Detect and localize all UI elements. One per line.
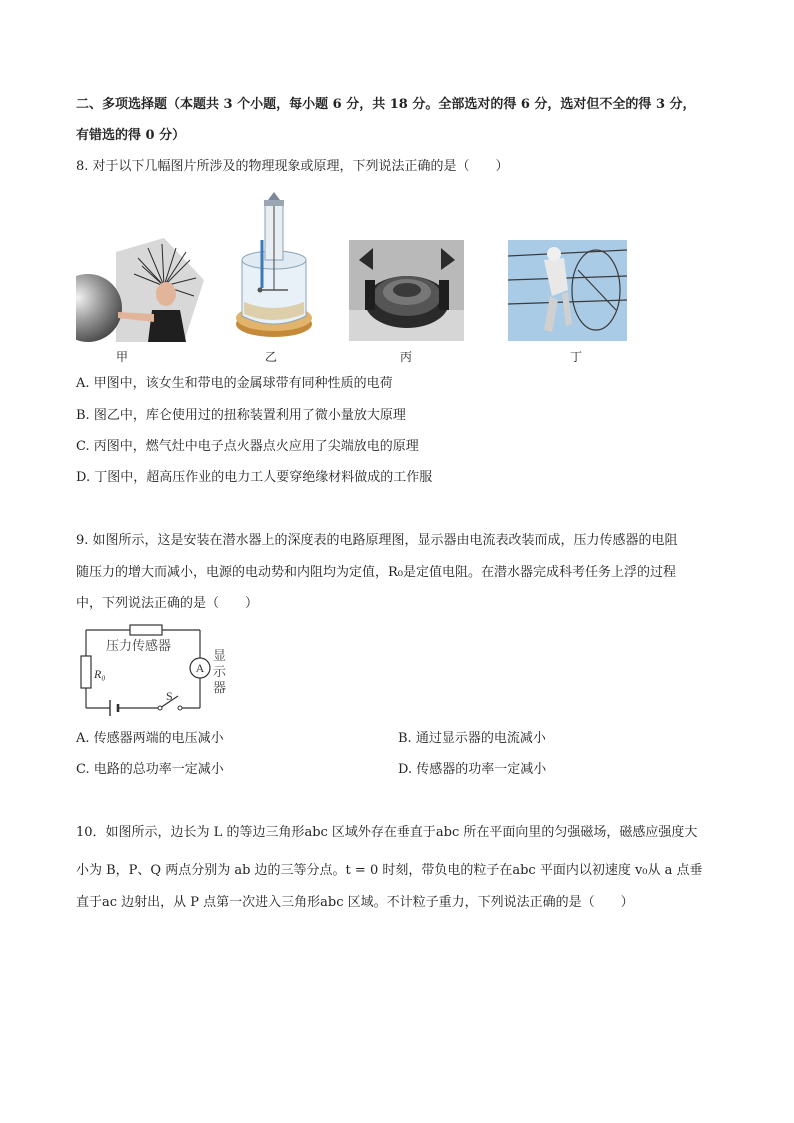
q8-photo-bing — [349, 240, 464, 341]
q10-stem-line2: 小为 B，P、Q 两点分别为 ab 边的三等分点。t = 0 时刻，带负电的粒子在abc 平面内以初速度 v₀从 a 点垂 — [76, 863, 703, 878]
q8-option-d: D. 丁图中，超高压作业的电力工人要穿绝缘材料做成的工作服 — [76, 470, 433, 485]
q10-stem-line1: 10．如图所示，边长为 L 的等边三角形abc 区域外存在垂直于abc 所在平面向里的匀强磁场，磁感应强度大 — [76, 825, 698, 840]
q9-ammeter-label: A — [195, 661, 205, 675]
q9-display-char-2: 示 — [213, 665, 227, 680]
q8-option-a: A. 甲图中，该女生和带电的金属球带有同种性质的电荷 — [76, 376, 393, 391]
q8-caption-yi: 乙 — [265, 350, 278, 364]
q8-photo-jia — [76, 238, 206, 342]
q9-option-c: C. 电路的总功率一定减小 — [76, 762, 224, 777]
q9-stem-line1: 9. 如图所示，这是安装在潜水器上的深度表的电路原理图，显示器由电流表改装而成，压力传感器的电阻 — [76, 533, 678, 548]
section-heading-line1: 二、多项选择题（本题共 3 个小题，每小题 6 分，共 18 分。全部选对的得 6 分，选对但不全的得 3 分， — [76, 97, 696, 112]
q9-stem-line3: 中，下列说法正确的是（ ） — [76, 596, 259, 611]
q8-caption-bing: 丙 — [400, 350, 413, 364]
q9-switch-label: S — [166, 689, 173, 703]
q8-photo-yi — [234, 190, 314, 340]
q8-caption-ding: 丁 — [570, 350, 583, 364]
q10-stem-line3: 直于ac 边射出，从 P 点第一次进入三角形abc 区域。不计粒子重力，下列说法正确的是（ ） — [76, 895, 634, 910]
q9-option-a: A. 传感器两端的电压减小 — [76, 731, 224, 746]
q9-stem-line2: 随压力的增大而减小，电源的电动势和内阻均为定值，R₀是定值电阻。在潜水器完成科考任务上浮的过程 — [76, 565, 677, 580]
q9-r0-label: R₀ — [94, 667, 106, 681]
q9-sensor-label: 压力传感器 — [106, 639, 172, 654]
q9-option-d: D. 传感器的功率一定减小 — [398, 762, 547, 777]
q8-option-c: C. 丙图中，燃气灶中电子点火器点火应用了尖端放电的原理 — [76, 439, 419, 454]
q9-display-char-1: 显 — [213, 649, 227, 664]
q8-caption-jia: 甲 — [116, 350, 129, 364]
section-heading-line2: 有错选的得 0 分） — [76, 128, 186, 143]
q9-circuit-diagram — [76, 620, 236, 720]
q9-display-char-3: 器 — [213, 681, 227, 696]
q8-option-b: B. 图乙中，库仑使用过的扭称装置利用了微小量放大原理 — [76, 408, 406, 423]
q8-stem: 8. 对于以下几幅图片所涉及的物理现象或原理，下列说法正确的是（ ） — [76, 159, 509, 174]
q8-photo-ding — [508, 240, 627, 341]
q9-option-b: B. 通过显示器的电流减小 — [398, 731, 546, 746]
